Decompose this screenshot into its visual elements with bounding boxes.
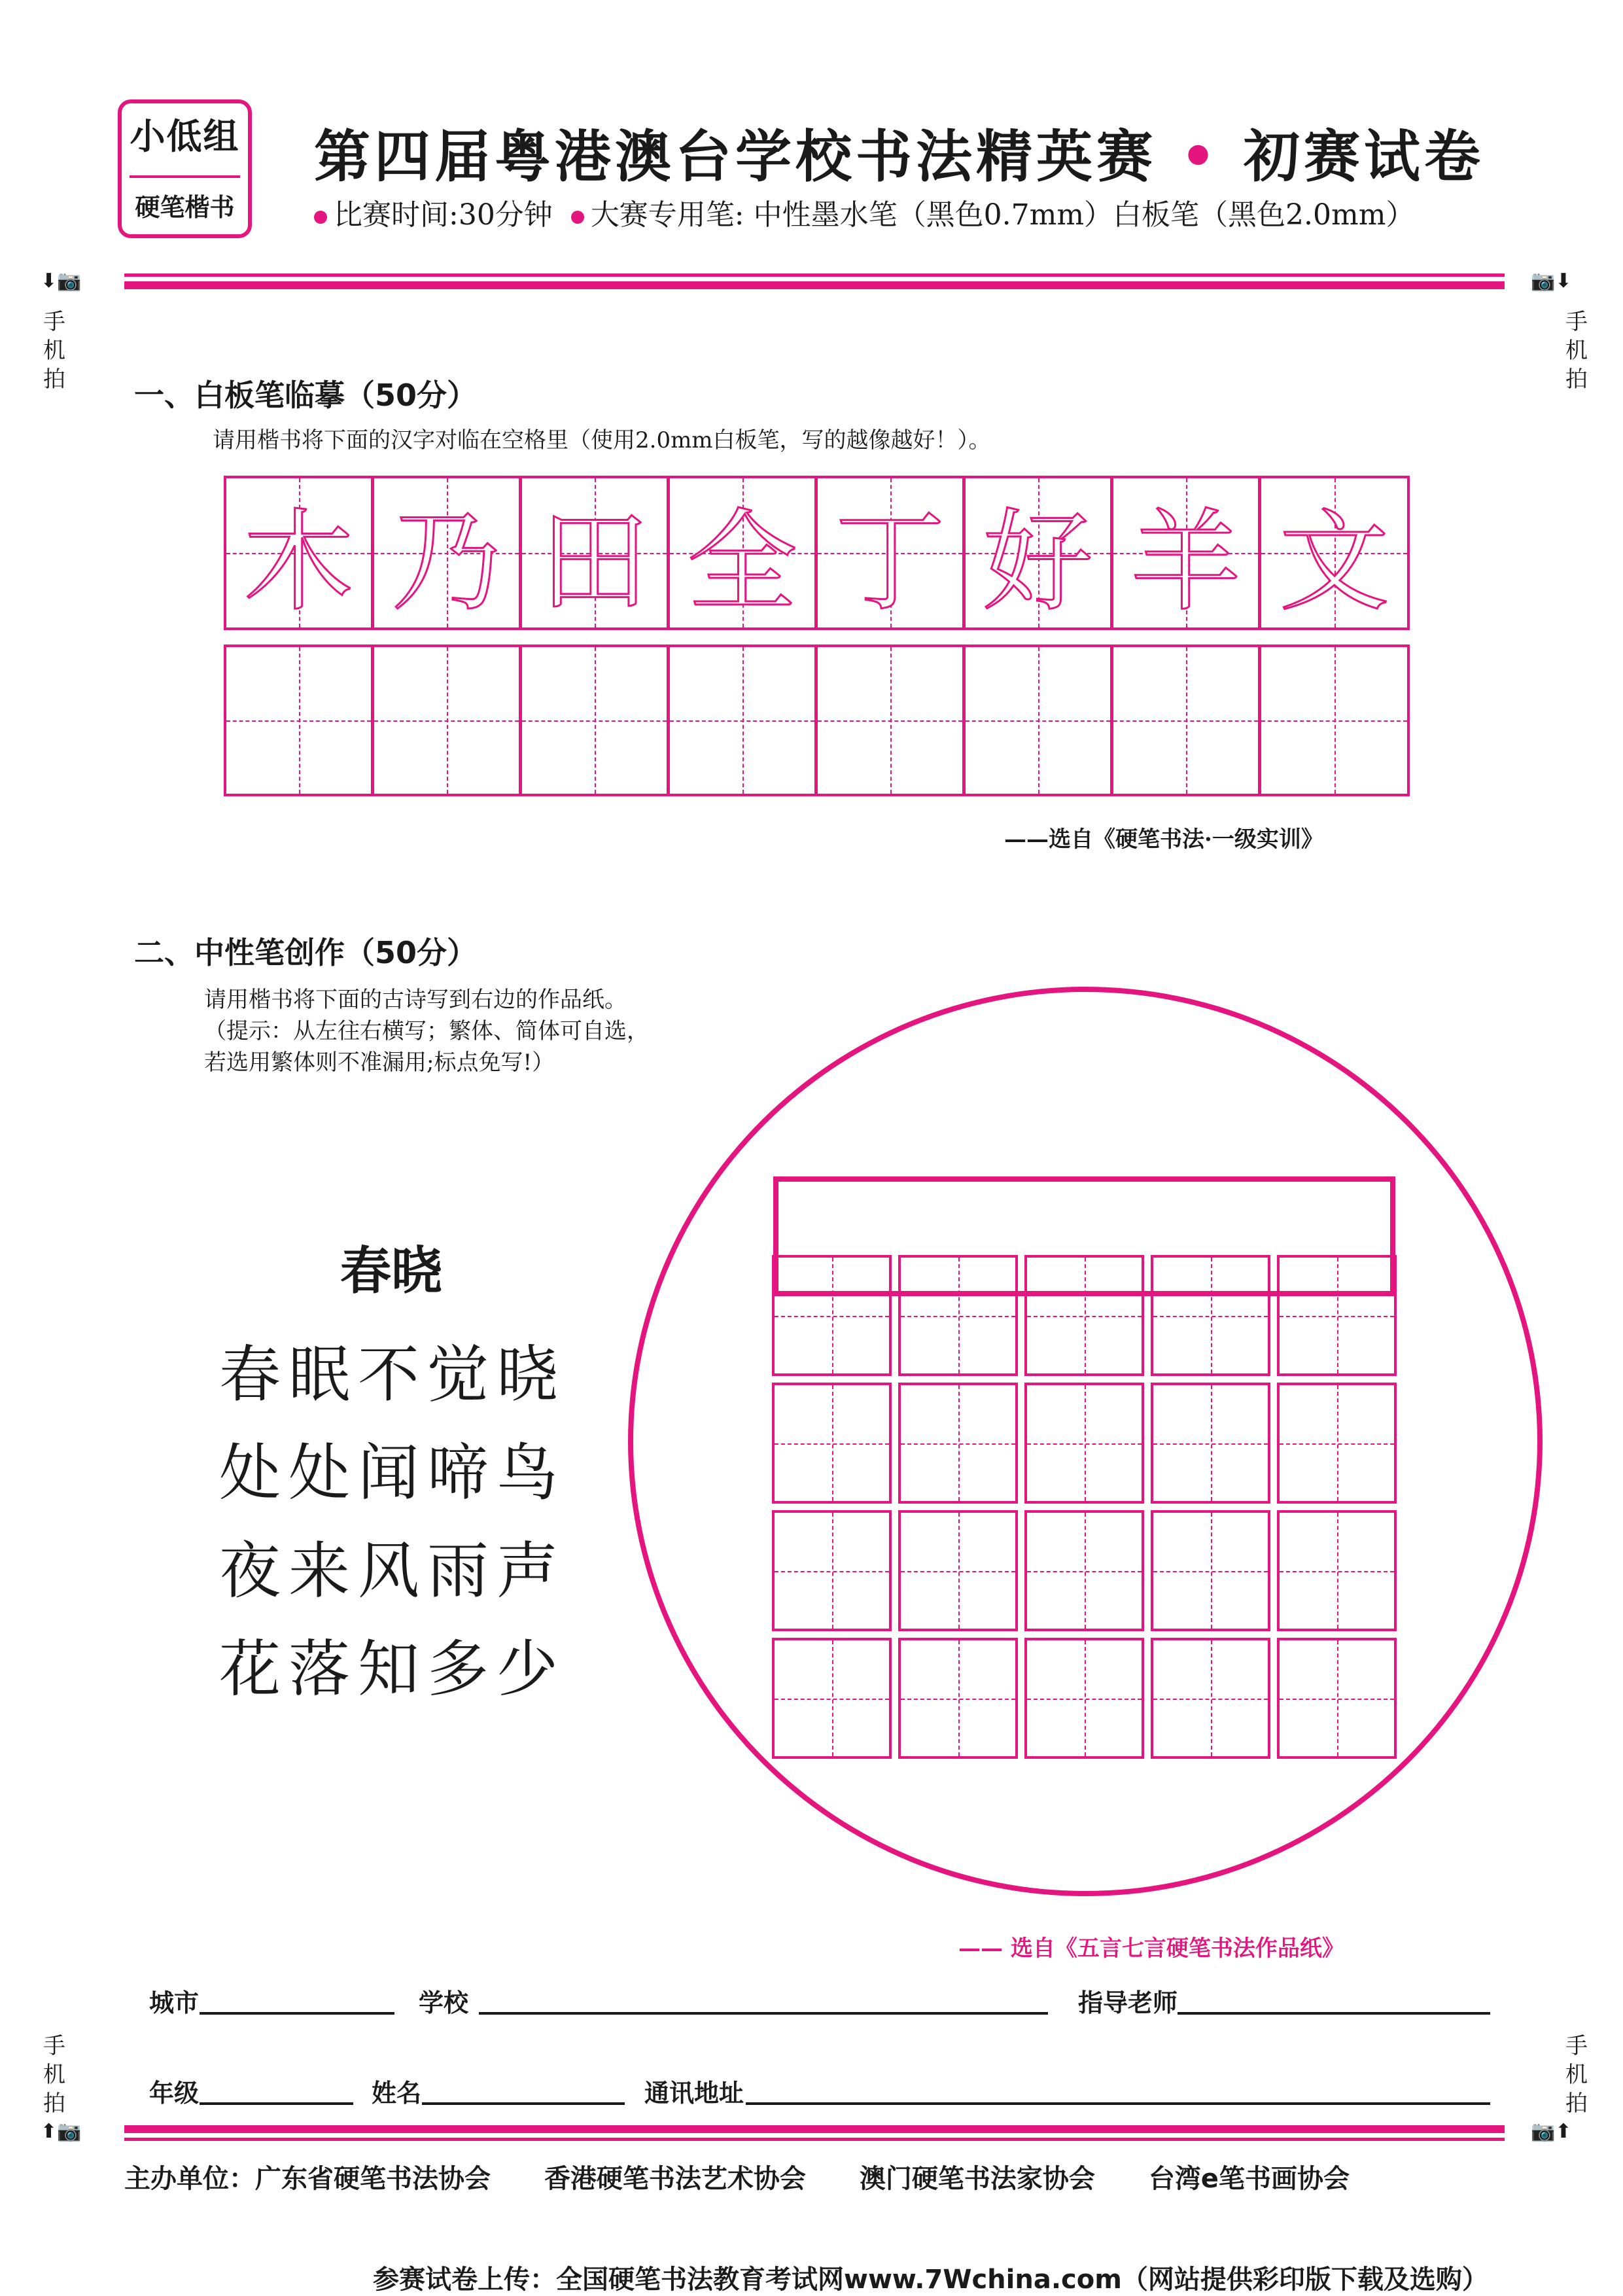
- address-field[interactable]: [746, 2102, 1490, 2105]
- teacher-label: 指导老师: [1078, 1988, 1178, 2017]
- exam-info: [314, 191, 1414, 233]
- model-char: 田: [539, 497, 650, 626]
- bullet-dot: [314, 211, 327, 224]
- camera-icon: 📷: [57, 2120, 82, 2143]
- work-cell[interactable]: [1024, 1510, 1144, 1631]
- top-rule-thin: [124, 274, 1505, 277]
- model-cell: [519, 476, 669, 630]
- poem-title: 春晓: [340, 1242, 443, 1301]
- badge-style: 硬笔楷书: [135, 192, 235, 222]
- practice-cell[interactable]: [1259, 645, 1410, 796]
- organizer: 香港硬笔书法艺术协会: [544, 2164, 806, 2194]
- practice-cell[interactable]: [224, 645, 374, 796]
- school-label: 学校: [419, 1988, 469, 2017]
- work-cell[interactable]: [1277, 1383, 1397, 1504]
- camera-icon: 📷: [1531, 270, 1556, 292]
- download-arrow-icon: ⬇: [1555, 270, 1572, 292]
- work-cell[interactable]: [1151, 1638, 1270, 1759]
- poem-line: 花落知多少: [219, 1634, 567, 1705]
- model-grid: [224, 476, 1410, 630]
- photo-marker-bottom-right: [1531, 2120, 1572, 2143]
- grade-label: 年级: [149, 2079, 200, 2108]
- section2-source: —— 选自《五言七言硬笔书法作品纸》: [958, 1935, 1344, 1962]
- title-exam: 初赛试卷: [1243, 124, 1484, 190]
- work-cell[interactable]: [898, 1510, 1018, 1631]
- grade-field[interactable]: [200, 2102, 353, 2105]
- side-label-top-right: 手机拍: [1565, 309, 1588, 393]
- work-cell[interactable]: [1151, 1383, 1270, 1504]
- model-char: 羊: [1130, 497, 1241, 626]
- model-cell: [667, 476, 817, 630]
- side-label-top-left: 手机拍: [43, 309, 65, 393]
- practice-cell[interactable]: [372, 645, 521, 796]
- exam-time: 比赛时间:30分钟: [334, 198, 553, 232]
- practice-cell[interactable]: [815, 645, 965, 796]
- work-cell[interactable]: [772, 1638, 892, 1759]
- model-cell: [372, 476, 521, 630]
- city-field[interactable]: [200, 2012, 394, 2015]
- top-rule-thick: [124, 281, 1505, 289]
- work-grid: [772, 1255, 1400, 1760]
- work-cell[interactable]: [1151, 1510, 1270, 1631]
- camera-icon: 📷: [57, 270, 82, 292]
- photo-marker-bottom-left: [41, 2120, 82, 2143]
- poem-line: 夜来风雨声: [219, 1536, 567, 1607]
- section2-hint-2: 若选用繁体则不准漏用;标点免写!）: [204, 1050, 555, 1076]
- work-cell[interactable]: [898, 1638, 1018, 1759]
- section1-instruction: 请用楷书将下面的汉字对临在空格里（使用2.0mm白板笔，写的越像越好！）。: [213, 427, 991, 453]
- exam-pens: 大赛专用笔: 中性墨水笔（黑色0.7mm）白板笔（黑色2.0mm）: [590, 198, 1415, 232]
- practice-cell[interactable]: [667, 645, 817, 796]
- practice-cell[interactable]: [1111, 645, 1261, 796]
- work-cell[interactable]: [898, 1383, 1018, 1504]
- model-char: 文: [1279, 497, 1389, 626]
- bullet-dot: [571, 211, 584, 224]
- photo-marker-top-left: [41, 270, 82, 292]
- badge-divider: [130, 175, 240, 178]
- work-cell[interactable]: [772, 1255, 892, 1376]
- download-arrow-icon: ⬇: [41, 270, 58, 292]
- upload-info: 参赛试卷上传：全国硬笔书法教育考试网www.7Wchina.com（网站提供彩印版下载及选购）: [373, 2265, 1488, 2295]
- model-char: 全: [687, 497, 797, 626]
- group-badge: [118, 99, 252, 238]
- work-cell[interactable]: [1151, 1255, 1270, 1376]
- section2-instruction: 请用楷书将下面的古诗写到右边的作品纸。: [204, 987, 627, 1013]
- model-cell: [963, 476, 1113, 630]
- practice-grid: [224, 645, 1410, 796]
- teacher-field[interactable]: [1178, 2012, 1490, 2015]
- side-label-bottom-right: 手机拍: [1565, 2033, 1588, 2117]
- city-label: 城市: [149, 1988, 200, 2017]
- practice-cell[interactable]: [963, 645, 1113, 796]
- upload-arrow-icon: ⬆: [1555, 2120, 1572, 2143]
- practice-cell[interactable]: [519, 645, 669, 796]
- work-cell[interactable]: [1277, 1510, 1397, 1631]
- section2-hint-1: （提示：从左往右横写；繁体、简体可自选，: [204, 1018, 649, 1044]
- section2-heading: 二、中性笔创作（50分）: [134, 935, 478, 970]
- page-title: [314, 111, 1484, 192]
- model-char: 丁: [835, 497, 945, 626]
- work-cell[interactable]: [1024, 1383, 1144, 1504]
- camera-icon: 📷: [1531, 2120, 1556, 2143]
- section1-source: ——选自《硬笔书法·一级实训》: [1004, 826, 1323, 853]
- work-cell[interactable]: [898, 1255, 1018, 1376]
- model-cell: [815, 476, 965, 630]
- bottom-rule-thick: [124, 2125, 1505, 2133]
- photo-marker-top-right: [1531, 270, 1572, 292]
- title-bullet: •: [1179, 124, 1220, 190]
- name-label: 姓名: [372, 2079, 422, 2108]
- work-cell[interactable]: [772, 1383, 892, 1504]
- model-char: 木: [243, 497, 354, 626]
- name-field[interactable]: [422, 2102, 625, 2105]
- work-cell[interactable]: [1277, 1638, 1397, 1759]
- upload-arrow-icon: ⬆: [41, 2120, 58, 2143]
- work-cell[interactable]: [1024, 1255, 1144, 1376]
- side-label-bottom-left: 手机拍: [43, 2033, 65, 2117]
- school-field[interactable]: [479, 2012, 1048, 2015]
- model-cell: [1111, 476, 1261, 630]
- organizers: [124, 2158, 1350, 2195]
- work-cell[interactable]: [1024, 1638, 1144, 1759]
- section1-heading: 一、白板笔临摹（50分）: [134, 378, 478, 413]
- model-cell: [1259, 476, 1410, 630]
- address-label: 通讯地址: [644, 2079, 744, 2108]
- work-cell[interactable]: [1277, 1255, 1397, 1376]
- model-cell: [224, 476, 374, 630]
- badge-group: 小低组: [130, 116, 240, 157]
- model-char: 乃: [391, 497, 502, 626]
- poem-line: 春眠不觉晓: [219, 1339, 567, 1411]
- bottom-rule-thin: [124, 2138, 1505, 2141]
- organizer: 主办单位：广东省硬笔书法协会: [124, 2164, 491, 2194]
- model-char: 好: [983, 497, 1093, 626]
- organizer: 台湾e笔书画协会: [1148, 2164, 1350, 2194]
- work-cell[interactable]: [772, 1510, 892, 1631]
- poem-line: 处处闻啼鸟: [219, 1438, 567, 1509]
- title-main: 第四届粤港澳台学校书法精英赛: [314, 124, 1157, 190]
- organizer: 澳门硬笔书法家协会: [859, 2164, 1095, 2194]
